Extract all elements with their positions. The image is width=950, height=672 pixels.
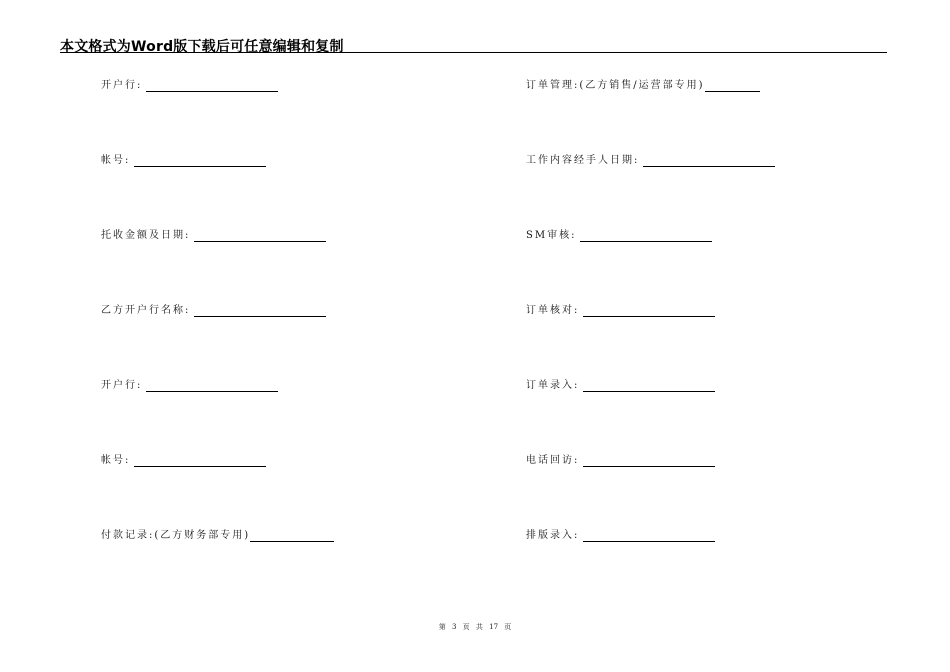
field-label: 开户行: bbox=[101, 380, 143, 391]
field-collection-amount-date bbox=[101, 230, 326, 242]
field-account-number-2 bbox=[101, 455, 266, 467]
blank-line[interactable] bbox=[146, 380, 278, 392]
field-order-entry bbox=[526, 380, 715, 392]
field-label: 开户行: bbox=[101, 80, 143, 91]
field-label: 乙方开户行名称: bbox=[101, 305, 191, 316]
field-label: 托收金额及日期: bbox=[101, 230, 191, 241]
blank-line[interactable] bbox=[146, 80, 278, 92]
field-phone-followup bbox=[526, 455, 715, 467]
field-sm-review bbox=[526, 230, 712, 242]
footer-total-pages: 17 bbox=[489, 623, 499, 631]
blank-line[interactable] bbox=[250, 530, 334, 542]
field-label: SM审核: bbox=[526, 230, 577, 241]
blank-line[interactable] bbox=[134, 455, 266, 467]
footer-page-unit: 页 bbox=[462, 623, 470, 631]
page-footer bbox=[0, 622, 950, 632]
field-account-number bbox=[101, 155, 266, 167]
footer-total-prefix: 共 bbox=[475, 623, 483, 631]
field-bank-branch bbox=[101, 80, 278, 92]
footer-prefix: 第 bbox=[438, 623, 446, 631]
field-bank-branch-2 bbox=[101, 380, 278, 392]
header-divider bbox=[60, 52, 887, 53]
field-label: 订单管理:(乙方销售/运营部专用) bbox=[526, 80, 705, 91]
blank-line[interactable] bbox=[194, 305, 326, 317]
blank-line[interactable] bbox=[583, 455, 715, 467]
field-label: 订单核对: bbox=[526, 305, 580, 316]
footer-page-number: 3 bbox=[451, 623, 457, 631]
footer-total-unit: 页 bbox=[504, 623, 512, 631]
blank-line[interactable] bbox=[643, 155, 775, 167]
field-label: 帐号: bbox=[101, 155, 131, 166]
field-label: 付款记录:(乙方财务部专用) bbox=[101, 530, 251, 541]
field-order-check bbox=[526, 305, 715, 317]
page-header-title: 本文格式为Word版下载后可任意编辑和复制 bbox=[60, 39, 344, 55]
blank-line[interactable] bbox=[705, 80, 760, 92]
field-label: 电话回访: bbox=[526, 455, 580, 466]
field-layout-entry bbox=[526, 530, 715, 542]
blank-line[interactable] bbox=[583, 305, 715, 317]
field-order-management bbox=[526, 80, 760, 92]
field-label: 订单录入: bbox=[526, 380, 580, 391]
blank-line[interactable] bbox=[134, 155, 266, 167]
field-party-b-bank-name bbox=[101, 305, 326, 317]
field-label: 帐号: bbox=[101, 455, 131, 466]
blank-line[interactable] bbox=[583, 380, 715, 392]
field-label: 排版录入: bbox=[526, 530, 580, 541]
field-label: 工作内容经手人日期: bbox=[526, 155, 640, 166]
field-work-handler-date bbox=[526, 155, 775, 167]
blank-line[interactable] bbox=[583, 530, 715, 542]
blank-line[interactable] bbox=[194, 230, 326, 242]
field-payment-record bbox=[101, 530, 334, 542]
blank-line[interactable] bbox=[580, 230, 712, 242]
